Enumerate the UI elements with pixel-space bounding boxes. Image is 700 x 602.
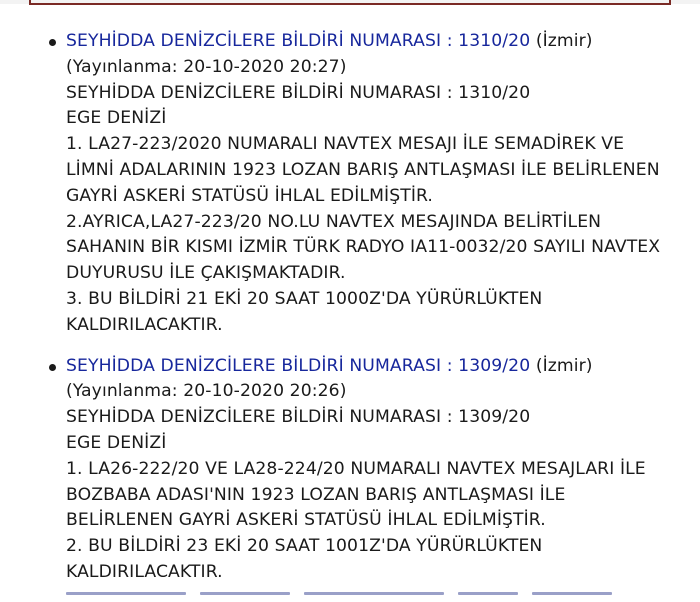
notice-city: (İzmir)	[530, 355, 593, 376]
notice-title-link[interactable]: SEYHİDDA DENİZCİLERE BİLDİRİ NUMARASI : 1310/20	[66, 31, 531, 51]
notice-header: SEYHİDDA DENİZCİLERE BİLDİRİ NUMARASI : 1309/20	[66, 407, 531, 428]
notice-body-line: SAHANIN BİR KISMI İZMİR TÜRK RADYO IA11-0032/20 SAYILI NAVTEX	[66, 237, 661, 258]
next-notice-cutoff	[66, 592, 626, 602]
notice-city: (İzmir)	[530, 31, 593, 51]
notice-title-line	[66, 354, 680, 380]
notice-list	[0, 29, 700, 586]
notice-body-line: KALDIRILACAKTIR.	[66, 561, 223, 582]
bullet-icon	[49, 39, 56, 46]
notice-body-line: 1. LA26-222/20 VE LA28-224/20 NUMARALI NAVTEX MESAJLARI İLE	[66, 458, 646, 479]
notice-region: EGE DENİZİ	[66, 108, 167, 129]
notice-title-line	[66, 29, 680, 55]
notice-item-1309	[0, 354, 700, 586]
notice-body-line: KALDIRILACAKTIR.	[66, 314, 223, 335]
notice-body-line: 3. BU BİLDİRİ 21 EKİ 20 SAAT 1000Z'DA YÜRÜRLÜKTEN	[66, 288, 543, 309]
notice-title-link[interactable]: SEYHİDDA DENİZCİLERE BİLDİRİ NUMARASI : 1309/20	[66, 355, 531, 376]
notice-body-line: DUYURUSU İLE ÇAKIŞMAKTADIR.	[66, 263, 346, 284]
notice-body-line: 2. BU BİLDİRİ 23 EKİ 20 SAAT 1001Z'DA YÜRÜRLÜKTEN	[66, 536, 543, 557]
notice-published: (Yayınlanma: 20-10-2020 20:26)	[66, 381, 347, 402]
notice-body-line: 1. LA27-223/2020 NUMARALI NAVTEX MESAJI İLE SEMADİREK VE	[66, 134, 625, 155]
notice-region: EGE DENİZİ	[66, 432, 167, 453]
notice-body-line: BELİRLENEN GAYRİ ASKERİ STATÜSÜ İHLAL EDİLMİŞTİR.	[66, 510, 546, 531]
notice-body-line: BOZBABA ADASI'NIN 1923 LOZAN BARIŞ ANTLAŞMASI İLE	[66, 484, 566, 505]
notice-body-line: LİMNİ ADALARININ 1923 LOZAN BARIŞ ANTLAŞMASI İLE BELİRLENEN	[66, 159, 660, 180]
notice-item-1310	[0, 29, 700, 339]
bullet-icon	[49, 364, 56, 371]
notice-published: (Yayınlanma: 20-10-2020 20:27)	[66, 56, 347, 77]
notice-body-line: 2.AYRICA,LA27-223/20 NO.LU NAVTEX MESAJINDA BELİRTİLEN	[66, 211, 602, 232]
top-panel-border	[29, 0, 671, 5]
notice-body-line: GAYRİ ASKERİ STATÜSÜ İHLAL EDİLMİŞTİR.	[66, 185, 433, 206]
notice-header: SEYHİDDA DENİZCİLERE BİLDİRİ NUMARASI : 1310/20	[66, 82, 531, 103]
